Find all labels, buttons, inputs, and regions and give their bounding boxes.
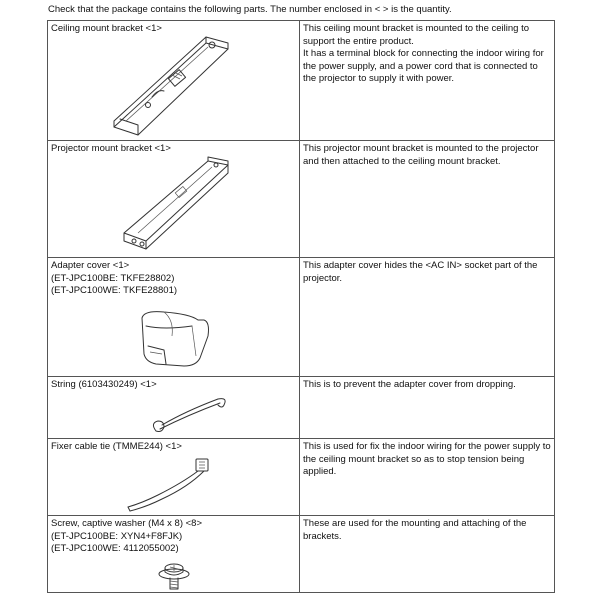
part-description-cell [300, 516, 555, 593]
ceiling-mount-bracket-illustration [108, 35, 238, 137]
part-name-cell [48, 516, 300, 593]
part-code-we: (ET-JPC100WE: TKFE28801) [51, 285, 178, 297]
table-row [48, 516, 555, 593]
part-description-cell [300, 21, 555, 141]
part-description: This is used for fix the indoor wiring for the power supply to the ceiling mount bracket so as to stop tension being applied. [303, 441, 551, 478]
part-name: Ceiling mount bracket <1> [51, 23, 162, 34]
part-name-cell [48, 258, 300, 377]
part-name-cell [48, 141, 300, 258]
table-row [48, 141, 555, 258]
intro-text: Check that the package contains the following parts. The number enclosed in < > is the quantity. [48, 4, 452, 15]
table-row [48, 439, 555, 516]
part-name: Adapter cover <1> [51, 260, 130, 271]
string-illustration [146, 393, 230, 437]
part-description-cell [300, 141, 555, 258]
part-name: Fixer cable tie (TMME244) <1> [51, 441, 182, 452]
screw-illustration [156, 556, 192, 592]
table-row [48, 377, 555, 439]
part-description-cell [300, 258, 555, 377]
part-name: Screw, captive washer (M4 x 8) <8> [51, 518, 203, 529]
part-name: String (6103430249) <1> [51, 379, 157, 390]
projector-mount-bracket-illustration [120, 155, 232, 255]
part-code-we: (ET-JPC100WE: 4112055002) [51, 543, 179, 555]
part-description-cell [300, 377, 555, 439]
part-description: This ceiling mount bracket is mounted to the ceiling to support the entire product. It has a terminal block for connecting the indoor wiring for the power supply, and a power cord that is connected to the projector to supply it with power. [303, 23, 544, 85]
part-code-be: (ET-JPC100BE: TKFE28802) [51, 272, 175, 284]
cable-tie-illustration [122, 455, 226, 513]
part-description: This projector mount bracket is mounted to the projector and then attached to the ceiling mount bracket. [303, 143, 539, 167]
part-name-cell [48, 377, 300, 439]
table-row [48, 258, 555, 377]
table-row [48, 21, 555, 141]
part-description: These are used for the mounting and attaching of the brackets. [303, 518, 527, 542]
adapter-cover-illustration [134, 306, 218, 372]
part-description: This is to prevent the adapter cover from dropping. [303, 379, 516, 390]
part-name: Projector mount bracket <1> [51, 143, 171, 154]
part-code-be: (ET-JPC100BE: XYN4+F8FJK) [51, 530, 183, 542]
parts-table [47, 20, 555, 593]
part-description: This adapter cover hides the <AC IN> socket part of the projector. [303, 260, 538, 284]
part-name-cell [48, 439, 300, 516]
part-description-cell [300, 439, 555, 516]
part-name-cell [48, 21, 300, 141]
